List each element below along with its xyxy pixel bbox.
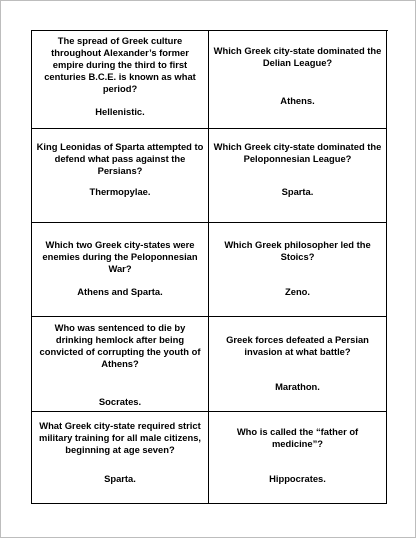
card-question: Which two Greek city-states were enemies during the Peloponnesian War? bbox=[42, 239, 198, 274]
flashcard bbox=[209, 412, 387, 504]
flashcard bbox=[209, 31, 387, 129]
card-question: What Greek city-state required strict military training for all male citizens, beginning at age seven? bbox=[38, 420, 202, 455]
card-question: Greek forces defeated a Persian invasion at what battle? bbox=[226, 334, 369, 357]
card-question: Who was sentenced to die by drinking hemlock after being convicted of corrupting the youth of Athens? bbox=[39, 322, 201, 369]
flashcard bbox=[32, 317, 209, 412]
card-answer: Zeno. bbox=[285, 286, 310, 297]
flashcard bbox=[32, 412, 209, 504]
card-answer: Hellenistic. bbox=[95, 106, 145, 117]
card-question: The spread of Greek culture throughout Alexander’s former empire during the third to first centuries B.C.E. is known as what period? bbox=[44, 35, 196, 94]
card-question: Who is called the “father of medicine”? bbox=[236, 426, 359, 449]
card-answer: Sparta. bbox=[104, 473, 136, 484]
flashcard bbox=[209, 223, 387, 317]
card-answer: Marathon. bbox=[275, 381, 320, 392]
card-answer: Athens. bbox=[280, 95, 315, 106]
flashcard bbox=[209, 317, 387, 412]
flashcard bbox=[32, 129, 209, 223]
flashcard bbox=[32, 31, 209, 129]
card-answer: Athens and Sparta. bbox=[77, 286, 163, 297]
card-answer: Socrates. bbox=[98, 396, 142, 407]
card-answer: Sparta. bbox=[281, 186, 314, 197]
card-answer: Thermopylae. bbox=[89, 186, 151, 197]
card-answer: Hippocrates. bbox=[269, 473, 326, 484]
card-question: King Leonidas of Sparta attempted to defend what pass against the Persians? bbox=[36, 141, 204, 176]
flashcard bbox=[32, 223, 209, 317]
card-question: Which Greek philosopher led the Stoics? bbox=[224, 239, 371, 262]
card-question: Which Greek city-state dominated the Peloponnesian League? bbox=[213, 141, 382, 164]
card-question: Which Greek city-state dominated the Delian League? bbox=[213, 45, 382, 68]
flashcard bbox=[209, 129, 387, 223]
flashcard-grid bbox=[31, 30, 388, 504]
